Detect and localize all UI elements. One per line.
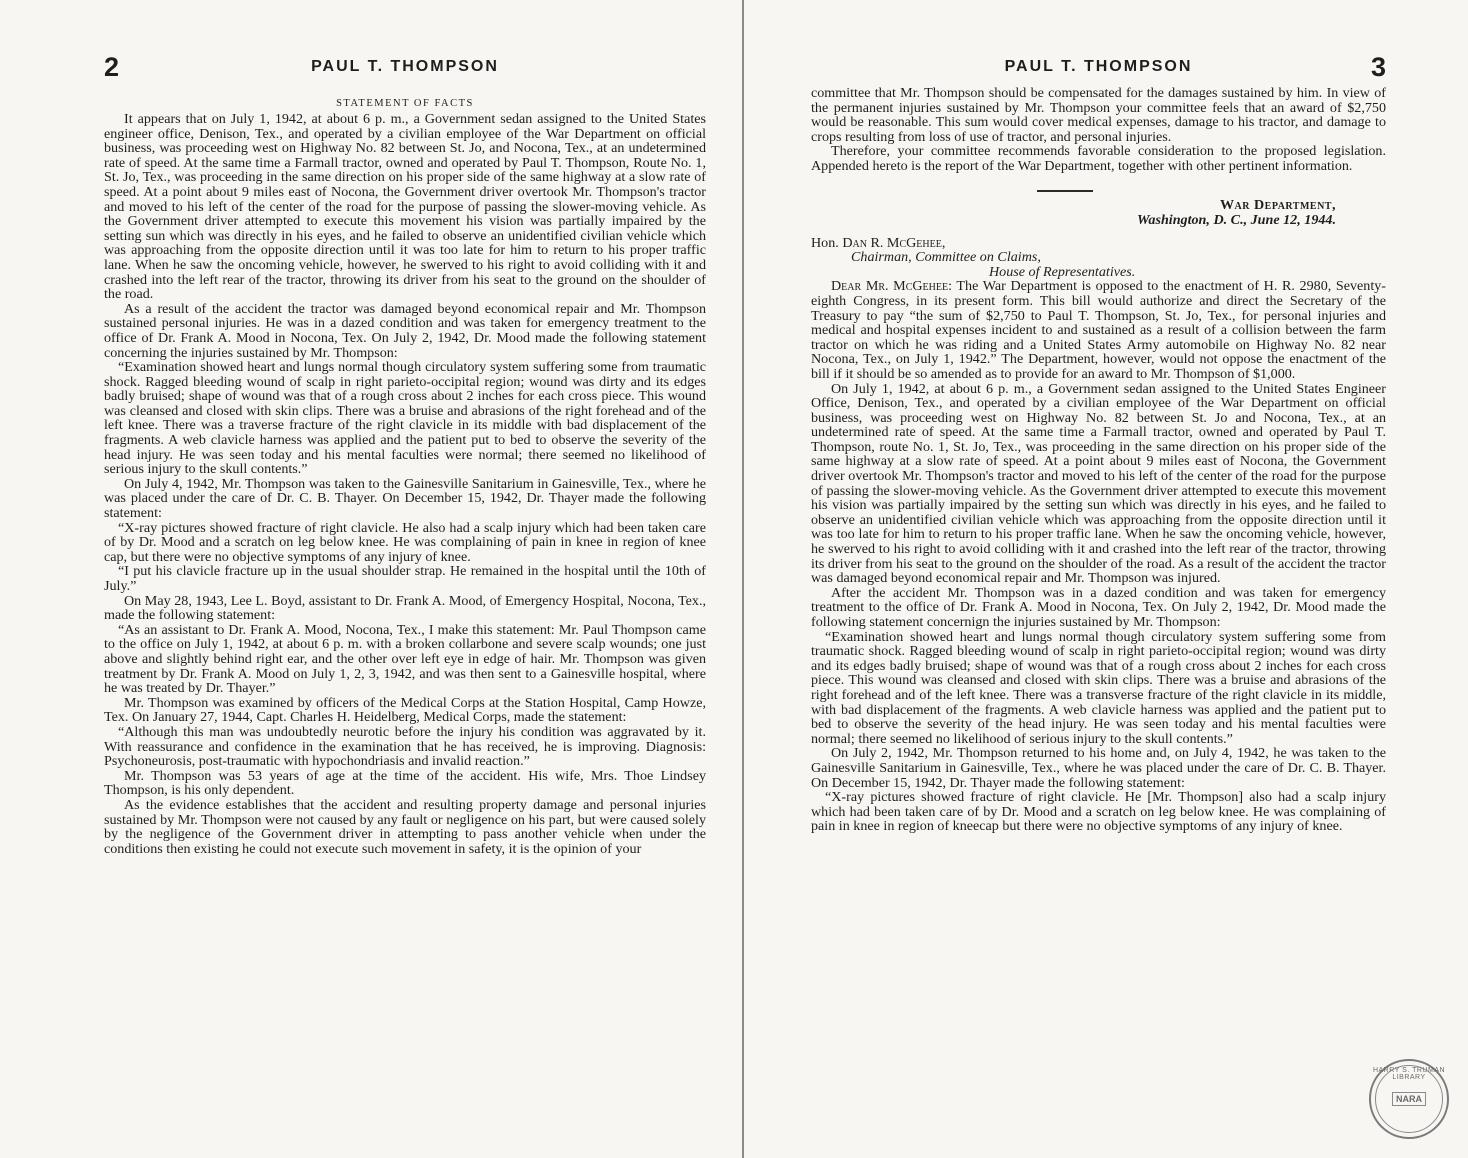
paragraph: On July 1, 1942, at about 6 p. m., a Government sedan assigned to the United States Engineer Office, Denison, Tex., and operated by a civilian employee of the War Department on official business, was proceeding west on Highway No. 82 between St. Jo and Nocona, Tex., at an undetermined rate of speed. At the same time a Farmall tractor, owned and operated by Paul T. Thompson, route No. 1, St. Jo, Tex., was proceeding in the same direction on his proper side of the same highway at a slow rate of speed. At a point about 9 miles east of Nocona, the Government driver overtook Mr. Thompson's tractor and moved to his left of the center of the road for the purpose of passing the slower-moving vehicle. As the Government driver attempted to execute this movement his vision was partially impaired by the setting sun which was directly in his eyes, and he failed to observe an unidentified civilian vehicle which was approaching from the opposite direction until it was too late for him to return to his proper traffic lane. When he saw the oncoming vehicle, however, he swerved to his right to avoid colliding with it and crashed into the left rear of the tractor, throwing its driver from his seat to the ground on the shoulder of the road. As a result of the accident the tractor was damaged beyond economical repair and Mr. Thompson was injured. <box>811 380 1386 587</box>
addressee-block <box>811 236 1386 280</box>
paragraph: After the accident Mr. Thompson was in a dazed condition and was taken for emergency treatment to the office of Dr. Frank A. Mood in Nocona, Tex. On July 2, 1942, Dr. Mood made the following statement concernign the injuries sustained by Mr. Thompson: <box>811 584 1386 630</box>
paragraph: Therefore, your committee recommends favorable consideration to the proposed legislation. Appended hereto is the report of the War Department, together with other pertinent information. <box>811 143 1386 174</box>
quoted-statement: “Although this man was undoubtedly neurotic before the injury his condition was aggravated by it. With reassurance and confidence in the examination that he has received, he is improving. Diagnosis: Psychoneurosis, post-traumatic with hypochondriasis and invalid reaction.” <box>104 723 706 770</box>
addressee-name: Dan R. McGehee, <box>842 234 946 251</box>
letterhead <box>811 198 1386 228</box>
quoted-statement: “Examination showed heart and lungs normal though circulatory system suffering some from traumatic shock. Ragged bleeding wound of scalp in right parieto-occipital region; wound was dirty and its edges badly bruised; shape of wound was that of a rough cross about 2 inches for each cross piece. This wound was cleansed and closed with skin clips. There was a bruise and abrasions of the right forehead and of the left knee. There was a transverse fracture of the right clavicle in its middle, with bad displacement of the fragments. A web clavicle harness was applied and the patient put to bed to observe the severity of the head injury. He was seen today and his mental faculties were normal; there seemed no likelihood of serious injury to the skull contents.” <box>811 628 1386 747</box>
paragraph: committee that Mr. Thompson should be compensated for the damages sustained by him. In view of the permanent injuries sustained by Mr. Thompson your committee feels that an award of $2,750 would be reasonable. This sum would cover medical expenses, damage to his tractor, and damage to crops resulting from loss of use of tractor, and personal injuries. <box>811 85 1386 145</box>
paragraph: Mr. Thompson was 53 years of age at the time of the accident. His wife, Mrs. Thoe Lindsey Thompson, is his only dependent. <box>104 767 706 799</box>
addressee-body: House of Representatives. <box>989 263 1136 280</box>
paragraph: On May 28, 1943, Lee L. Boyd, assistant to Dr. Frank A. Mood, of Emergency Hospital, Nocona, Tex., made the following statement: <box>104 592 706 624</box>
divider-rule <box>1037 190 1093 192</box>
stamp-arc-text: HARRY S. TRUMAN LIBRARY <box>1372 1067 1446 1081</box>
page-number: 3 <box>1370 52 1386 82</box>
quoted-statement: “X-ray pictures showed fracture of right clavicle. He [Mr. Thompson] also had a scalp injury which had been taken care of by Dr. Mood and a scratch on leg below knee. He was complaining of pain in knee in region of kneecap but there were no objective symptoms of any injury of knee. <box>811 789 1386 835</box>
quoted-statement: “I put his clavicle fracture up in the usual shoulder strap. He remained in the hospital until the 10th of July.” <box>104 563 706 594</box>
page-number: 2 <box>104 52 120 82</box>
running-head: PAUL T. THOMPSON <box>311 58 499 75</box>
addressee-title: Chairman, Committee on Claims, <box>851 249 1041 266</box>
running-head: PAUL T. THOMPSON <box>1004 58 1193 75</box>
addressee-name-line <box>811 236 1386 251</box>
paragraph: On July 2, 1942, Mr. Thompson returned to his home and, on July 4, 1942, he was taken to the Gainesville Sanitarium in Gainesville, Tex., where he was placed under the care of Dr. C. B. Thayer. On December 15, 1942, Dr. Thayer made the following statement: <box>811 745 1386 791</box>
library-stamp <box>1369 1059 1449 1139</box>
page-header <box>811 52 1386 86</box>
paragraph: As a result of the accident the tractor was damaged beyond economical repair and Mr. Thompson sustained personal injuries. He was in a dazed condition and was taken for emergency treatment to the office of Dr. Frank A. Mood in Nocona, Tex. On July 2, 1942, Dr. Mood made the following statement concerning the injuries sustained by Mr. Thompson: <box>104 300 706 361</box>
stamp-center-text: NARA <box>1392 1092 1426 1106</box>
paragraph: It appears that on July 1, 1942, at about 6 p. m., a Government sedan assigned to the United States engineer office, Denison, Tex., and operated by a civilian employee of the War Department on official business, was proceeding west on Highway No. 82 between St. Jo, and Nocona, Tex., at an undetermined rate of speed. At the same time a Farmall tractor, owned and operated by Paul T. Thompson, Route No. 1, St. Jo, Tex., was proceeding in the same direction on his proper side of the same highway at a slow rate of speed. At a point about 9 miles east of Nocona, the Government driver overtook Mr. Thompson's tractor and moved to his left of the center of the road for the purpose of passing the slower-moving vehicle. As the Government driver attempted to execute this movement his vision was partially impaired by the setting sun which was directly in his eyes, and he failed to observe an unidentified civilian vehicle which was approaching from the opposite direction until it was too late for him to return to his proper traffic lane. When he saw the oncoming vehicle, however, he swerved to his right to avoid colliding with it and crashed into the left rear of the tractor, throwing its driver from his seat to the ground on the shoulder of the road. <box>104 111 706 303</box>
paragraph: As the evidence establishes that the accident and resulting property damage and personal injuries sustained by Mr. Thompson were not caused by any fault or negligence on his part, but were caused solely by the negligence of the Government driver in attempting to pass another vehicle when under the conditions then existing he could not execute such movement in safety, it is the opinion of your <box>104 796 706 857</box>
letter-opening-text: The War Department is opposed to the enactment of H. R. 2980, Seventy-eighth Congress, in its present form. This bill would authorize and direct the Secretary of the Treasury to pay “the sum of $2,750 to Paul T. Thompson, St. Jo, Tex., for personal injuries and medical and hospital expenses incident to and sustained as a result of a collision between the farm tractor on which he was riding and a United States Army automobile on Highway No. 82 near Nocona, Tex., on July 1, 1942.” The Department, however, would not oppose the enactment of the bill if it should be so amended as to provide for an award to Mr. Thompson of $1,000. <box>811 278 1387 382</box>
section-title: STATEMENT OF FACTS <box>336 98 474 109</box>
right-page <box>744 0 1468 1158</box>
paragraph: Mr. Thompson was examined by officers of the Medical Corps at the Station Hospital, Camp Howze, Tex. On January 27, 1944, Capt. Charles H. Heidelberg, Medical Corps, made the statement: <box>104 694 706 726</box>
page-header <box>104 52 706 86</box>
letter-opening-paragraph <box>811 279 1386 381</box>
paragraph: On July 4, 1942, Mr. Thompson was taken to the Gainesville Sanitarium in Gainesville, Tex., where he was placed under the care of Dr. C. B. Thayer. On December 15, 1942, Dr. Thayer made the following statement: <box>104 475 706 522</box>
quoted-statement: “X-ray pictures showed fracture of right clavicle. He also had a scalp injury which had been taken care of by Dr. Mood and a scratch on leg below knee. He was complaining of pain in knee in region of knee cap, but there were no objective symptoms of any injury of knee. <box>104 519 706 565</box>
letterhead-date: Washington, D. C., June 12, 1944. <box>1136 211 1336 228</box>
addressee-prefix: Hon. <box>811 234 843 251</box>
salutation: Dear Mr. McGehee: <box>831 278 953 295</box>
quoted-statement: “As an assistant to Dr. Frank A. Mood, Nocona, Tex., I make this statement: Mr. Paul Thompson came to the office on July 1, 1942, at about 6 p. m. with a broken collarbone and severe scalp wounds; one just above and slightly behind right ear, and the other over left eye in edge of hair. Mr. Thompson was given treatment by Dr. Frank A. Mood on July 1, 2, 3, 1942, and was then sent to a Gainesville hospital, where he was treated by Dr. Thayer.” <box>104 621 706 697</box>
quoted-statement: “Examination showed heart and lungs normal though circulatory system suffering some from traumatic shock. Ragged bleeding wound of scalp in right parieto-occipital region; wound was dirty and its edges badly bruised; shape of wound was that of a rough cross about 2 inches for each cross piece. This wound was cleansed and closed with skin clips. There was a bruise and abrasions of the right forehead and of the left knee. There was a traverse fracture of the right clavicle in its middle with bad displacement of the fragments. A web clavicle harness was applied and the patient put to bed to observe the severity of the head injury. He was seen today and his mental faculties were normal; there seemed no likelihood of serious injury to the skull contents.” <box>104 359 706 478</box>
letterhead-department: War Department, <box>1219 196 1336 213</box>
